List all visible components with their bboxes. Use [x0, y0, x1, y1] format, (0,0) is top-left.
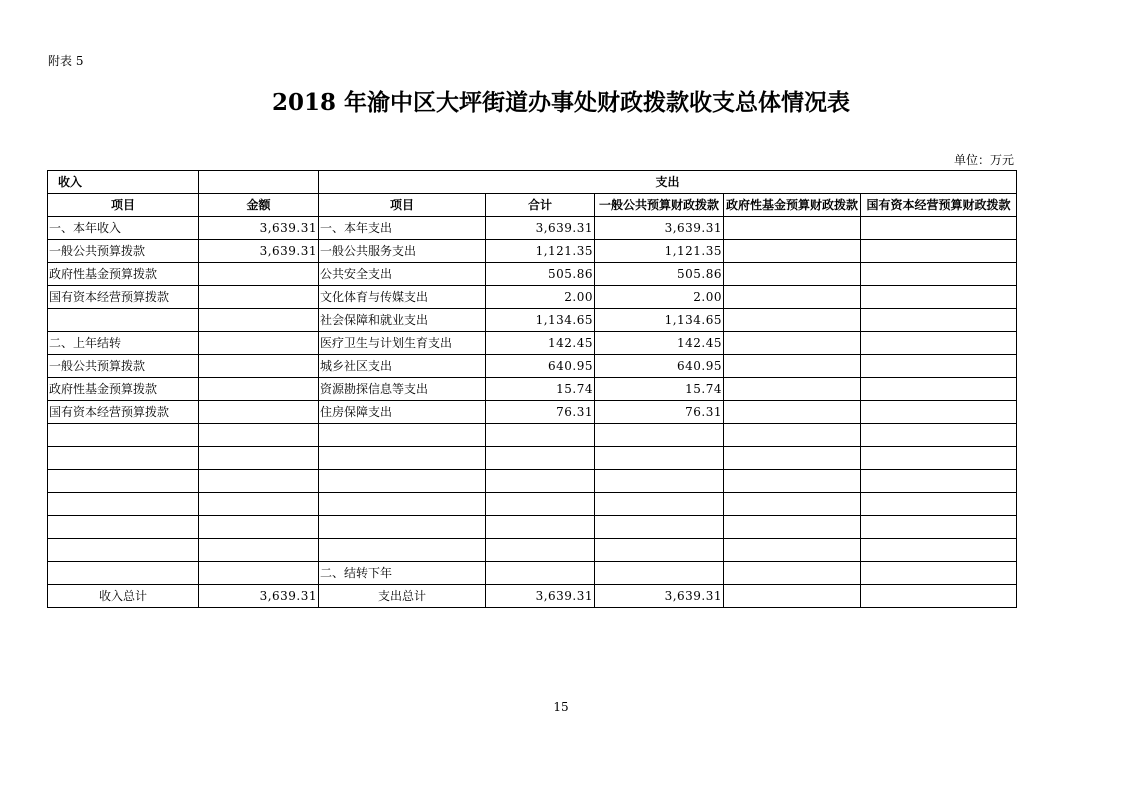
cell-fund — [724, 332, 861, 355]
col-header-state: 国有资本经营预算财政拨款 — [861, 194, 1017, 217]
cell-out-item: 一、本年支出 — [319, 217, 486, 240]
cell-in-amount — [199, 332, 319, 355]
col-header-item2: 项目 — [319, 194, 486, 217]
cell-in-item — [48, 493, 199, 516]
cell-total — [486, 470, 595, 493]
table-row — [48, 240, 1017, 263]
cell-in-item — [48, 447, 199, 470]
total-total: 3,639.31 — [486, 585, 595, 608]
cell-fund — [724, 447, 861, 470]
cell-total: 640.95 — [486, 355, 595, 378]
cell-in-amount — [199, 401, 319, 424]
cell-in-item: 政府性基金预算拨款 — [48, 378, 199, 401]
cell-in-item: 一般公共预算拨款 — [48, 240, 199, 263]
col-header-fund: 政府性基金预算财政拨款 — [724, 194, 861, 217]
cell-out-item — [319, 447, 486, 470]
total-out-label: 支出总计 — [319, 585, 486, 608]
cell-total — [486, 493, 595, 516]
cell-general — [595, 470, 724, 493]
cell-in-item — [48, 424, 199, 447]
cell-total: 1,134.65 — [486, 309, 595, 332]
cell-in-item: 二、上年结转 — [48, 332, 199, 355]
col-header-general: 一般公共预算财政拨款 — [595, 194, 724, 217]
cell-total — [486, 562, 595, 585]
cell-in-amount — [199, 378, 319, 401]
cell-fund — [724, 424, 861, 447]
table-row — [48, 332, 1017, 355]
cell-general: 640.95 — [595, 355, 724, 378]
cell-general: 142.45 — [595, 332, 724, 355]
totals-row — [48, 585, 1017, 608]
cell-general — [595, 493, 724, 516]
cell-in-item — [48, 562, 199, 585]
cell-state — [861, 378, 1017, 401]
cell-out-item — [319, 539, 486, 562]
cell-in-item — [48, 516, 199, 539]
cell-state — [861, 263, 1017, 286]
cell-in-item: 一、本年收入 — [48, 217, 199, 240]
table-row — [48, 516, 1017, 539]
cell-total: 505.86 — [486, 263, 595, 286]
cell-state — [861, 470, 1017, 493]
cell-in-amount — [199, 493, 319, 516]
cell-in-amount — [199, 447, 319, 470]
cell-out-item: 文化体育与传媒支出 — [319, 286, 486, 309]
cell-state — [861, 309, 1017, 332]
cell-in-item — [48, 539, 199, 562]
cell-fund — [724, 401, 861, 424]
cell-general: 2.00 — [595, 286, 724, 309]
cell-out-item — [319, 424, 486, 447]
cell-general: 76.31 — [595, 401, 724, 424]
expense-header: 支出 — [319, 171, 1017, 194]
cell-in-amount — [199, 424, 319, 447]
col-header-total: 合计 — [486, 194, 595, 217]
cell-out-item: 一般公共服务支出 — [319, 240, 486, 263]
cell-in-amount: 3,639.31 — [199, 217, 319, 240]
cell-state — [861, 447, 1017, 470]
col-header-item: 项目 — [48, 194, 199, 217]
table-row — [48, 286, 1017, 309]
cell-total: 1,121.35 — [486, 240, 595, 263]
cell-state — [861, 493, 1017, 516]
cell-state — [861, 516, 1017, 539]
cell-in-item: 政府性基金预算拨款 — [48, 263, 199, 286]
total-state — [861, 585, 1017, 608]
cell-in-amount — [199, 562, 319, 585]
cell-out-item: 城乡社区支出 — [319, 355, 486, 378]
cell-total: 15.74 — [486, 378, 595, 401]
total-in-label: 收入总计 — [48, 585, 199, 608]
cell-state — [861, 562, 1017, 585]
table-row — [48, 493, 1017, 516]
cell-out-item — [319, 516, 486, 539]
cell-state — [861, 332, 1017, 355]
table-row — [48, 378, 1017, 401]
cell-out-item: 住房保障支出 — [319, 401, 486, 424]
cell-fund — [724, 493, 861, 516]
table-row — [48, 539, 1017, 562]
cell-fund — [724, 309, 861, 332]
cell-fund — [724, 378, 861, 401]
cell-general — [595, 424, 724, 447]
total-general: 3,639.31 — [595, 585, 724, 608]
cell-in-amount — [199, 516, 319, 539]
cell-state — [861, 286, 1017, 309]
col-header-amount: 金额 — [199, 194, 319, 217]
cell-in-amount — [199, 470, 319, 493]
cell-in-amount — [199, 263, 319, 286]
cell-fund — [724, 539, 861, 562]
cell-state — [861, 217, 1017, 240]
cell-fund — [724, 470, 861, 493]
income-header-blank — [199, 171, 319, 194]
cell-total — [486, 516, 595, 539]
table-row — [48, 562, 1017, 585]
cell-fund — [724, 562, 861, 585]
cell-state — [861, 240, 1017, 263]
cell-fund — [724, 355, 861, 378]
total-fund — [724, 585, 861, 608]
table-row — [48, 447, 1017, 470]
cell-in-item — [48, 309, 199, 332]
cell-general: 505.86 — [595, 263, 724, 286]
cell-fund — [724, 240, 861, 263]
cell-total: 142.45 — [486, 332, 595, 355]
table-row — [48, 355, 1017, 378]
total-in-amount: 3,639.31 — [199, 585, 319, 608]
cell-total: 3,639.31 — [486, 217, 595, 240]
cell-general: 1,121.35 — [595, 240, 724, 263]
cell-fund — [724, 516, 861, 539]
cell-in-item: 国有资本经营预算拨款 — [48, 286, 199, 309]
income-header: 收入 — [48, 171, 199, 194]
cell-general — [595, 516, 724, 539]
cell-in-amount: 3,639.31 — [199, 240, 319, 263]
cell-total: 76.31 — [486, 401, 595, 424]
cell-fund — [724, 217, 861, 240]
cell-out-item: 公共安全支出 — [319, 263, 486, 286]
attachment-label: 附表 5 — [48, 54, 84, 68]
cell-state — [861, 401, 1017, 424]
header-row-columns — [48, 194, 1017, 217]
cell-general — [595, 539, 724, 562]
cell-in-amount — [199, 355, 319, 378]
cell-out-item — [319, 493, 486, 516]
cell-general — [595, 447, 724, 470]
cell-total — [486, 539, 595, 562]
cell-in-amount — [199, 539, 319, 562]
cell-general: 15.74 — [595, 378, 724, 401]
cell-out-item: 医疗卫生与计划生育支出 — [319, 332, 486, 355]
cell-in-amount — [199, 309, 319, 332]
table-row — [48, 470, 1017, 493]
cell-fund — [724, 263, 861, 286]
table-row — [48, 309, 1017, 332]
cell-total — [486, 447, 595, 470]
cell-out-item — [319, 470, 486, 493]
cell-out-item: 资源勘探信息等支出 — [319, 378, 486, 401]
cell-fund — [724, 286, 861, 309]
table-row — [48, 263, 1017, 286]
table-row — [48, 401, 1017, 424]
cell-general: 1,134.65 — [595, 309, 724, 332]
table-row — [48, 217, 1017, 240]
cell-in-item: 国有资本经营预算拨款 — [48, 401, 199, 424]
budget-table — [47, 170, 1017, 608]
cell-state — [861, 355, 1017, 378]
header-row-top — [48, 171, 1017, 194]
cell-total — [486, 424, 595, 447]
cell-in-item: 一般公共预算拨款 — [48, 355, 199, 378]
cell-total: 2.00 — [486, 286, 595, 309]
unit-label: 单位：万元 — [953, 153, 1014, 167]
page-title: 2018 年渝中区大坪街道办事处财政拨款收支总体情况表 — [271, 89, 851, 116]
cell-general: 3,639.31 — [595, 217, 724, 240]
cell-in-item — [48, 470, 199, 493]
cell-in-amount — [199, 286, 319, 309]
page-number: 15 — [553, 700, 569, 714]
cell-general — [595, 562, 724, 585]
table-row — [48, 424, 1017, 447]
cell-out-item: 二、结转下年 — [319, 562, 486, 585]
cell-state — [861, 424, 1017, 447]
cell-state — [861, 539, 1017, 562]
cell-out-item: 社会保障和就业支出 — [319, 309, 486, 332]
